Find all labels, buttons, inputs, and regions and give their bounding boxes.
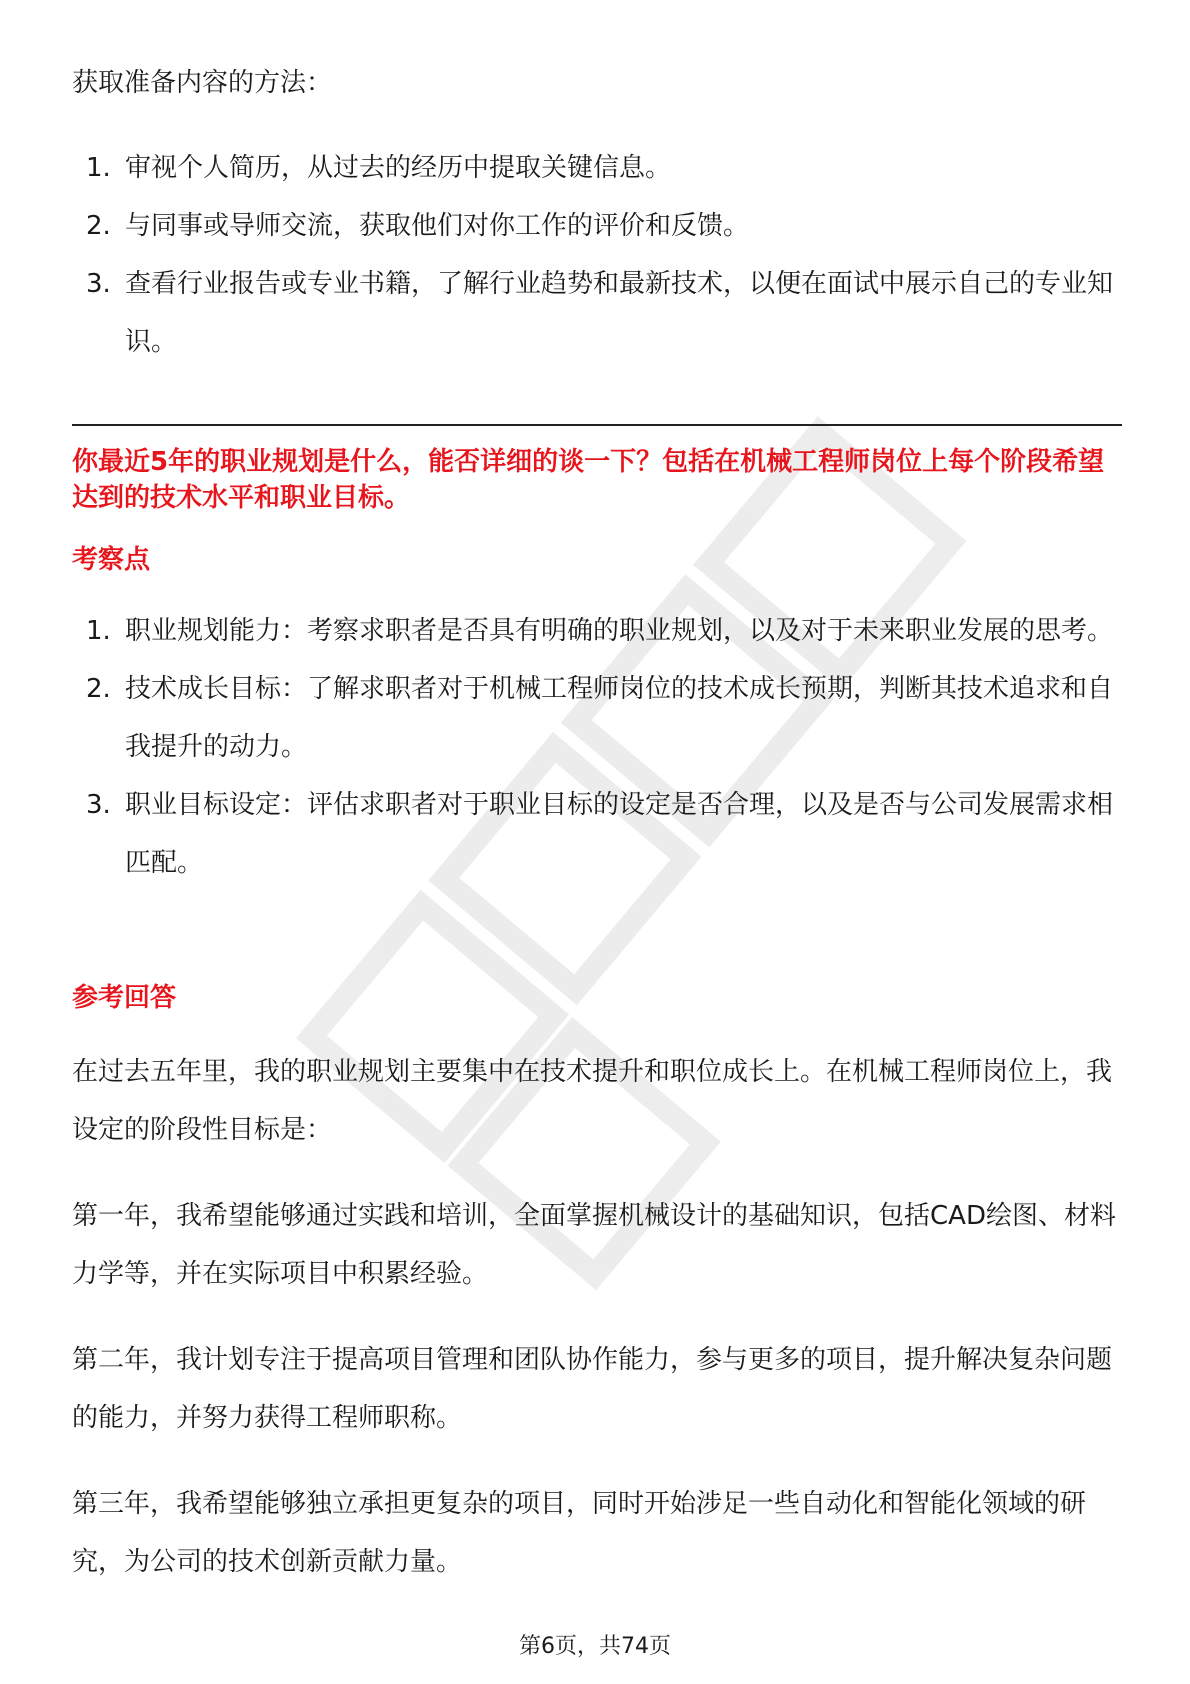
answer-paragraph: 第一年，我希望能够通过实践和培训，全面掌握机械设计的基础知识，包括CAD绘图、材料力学等，并在实际项目中积累经验。 xyxy=(72,1201,1116,1289)
interview-question: 你最近5年的职业规划是什么，能否详细的谈一下？包括在机械工程师岗位上每个阶段希望达到的技术水平和职业目标。 xyxy=(72,447,1105,513)
list-number: 2. xyxy=(86,211,111,241)
list-item xyxy=(72,139,1122,197)
list-item xyxy=(72,660,1122,776)
list-number: 3. xyxy=(86,269,111,299)
list-item xyxy=(72,776,1122,892)
intro-text: 获取准备内容的方法： xyxy=(72,68,333,98)
list-number: 1. xyxy=(86,153,111,183)
answer-heading: 参考回答 xyxy=(72,983,177,1013)
list-item xyxy=(72,602,1122,660)
list-number: 1. xyxy=(86,616,111,646)
answer-paragraph: 第三年，我希望能够独立承担更复杂的项目，同时开始涉足一些自动化和智能化领域的研究，为公司的技术创新贡献力量。 xyxy=(72,1489,1087,1577)
list-item xyxy=(72,197,1122,255)
list-item xyxy=(72,255,1122,371)
list-text: 职业目标设定：评估求职者对于职业目标的设定是否合理，以及是否与公司发展需求相匹配。 xyxy=(125,790,1114,878)
list-number: 3. xyxy=(86,790,111,820)
examine-list xyxy=(72,602,1122,892)
list-text: 技术成长目标：了解求职者对于机械工程师岗位的技术成长预期，判断其技术追求和自我提升的动力。 xyxy=(125,674,1114,762)
methods-list xyxy=(72,139,1122,371)
page-footer: 第6页，共74页 xyxy=(519,1634,671,1659)
list-text: 与同事或导师交流，获取他们对你工作的评价和反馈。 xyxy=(125,211,750,241)
section-divider xyxy=(72,424,1122,426)
list-text: 查看行业报告或专业书籍，了解行业趋势和最新技术，以便在面试中展示自己的专业知识。 xyxy=(125,269,1114,357)
list-text: 审视个人简历，从过去的经历中提取关键信息。 xyxy=(125,153,672,183)
list-text: 职业规划能力：考察求职者是否具有明确的职业规划，以及对于未来职业发展的思考。 xyxy=(125,616,1114,646)
examine-heading: 考察点 xyxy=(72,545,151,575)
answer-paragraph: 第二年，我计划专注于提高项目管理和团队协作能力，参与更多的项目，提升解决复杂问题的能力，并努力获得工程师职称。 xyxy=(72,1345,1113,1433)
answer-paragraph: 在过去五年里，我的职业规划主要集中在技术提升和职位成长上。在机械工程师岗位上，我设定的阶段性目标是： xyxy=(72,1057,1113,1145)
list-number: 2. xyxy=(86,674,111,704)
